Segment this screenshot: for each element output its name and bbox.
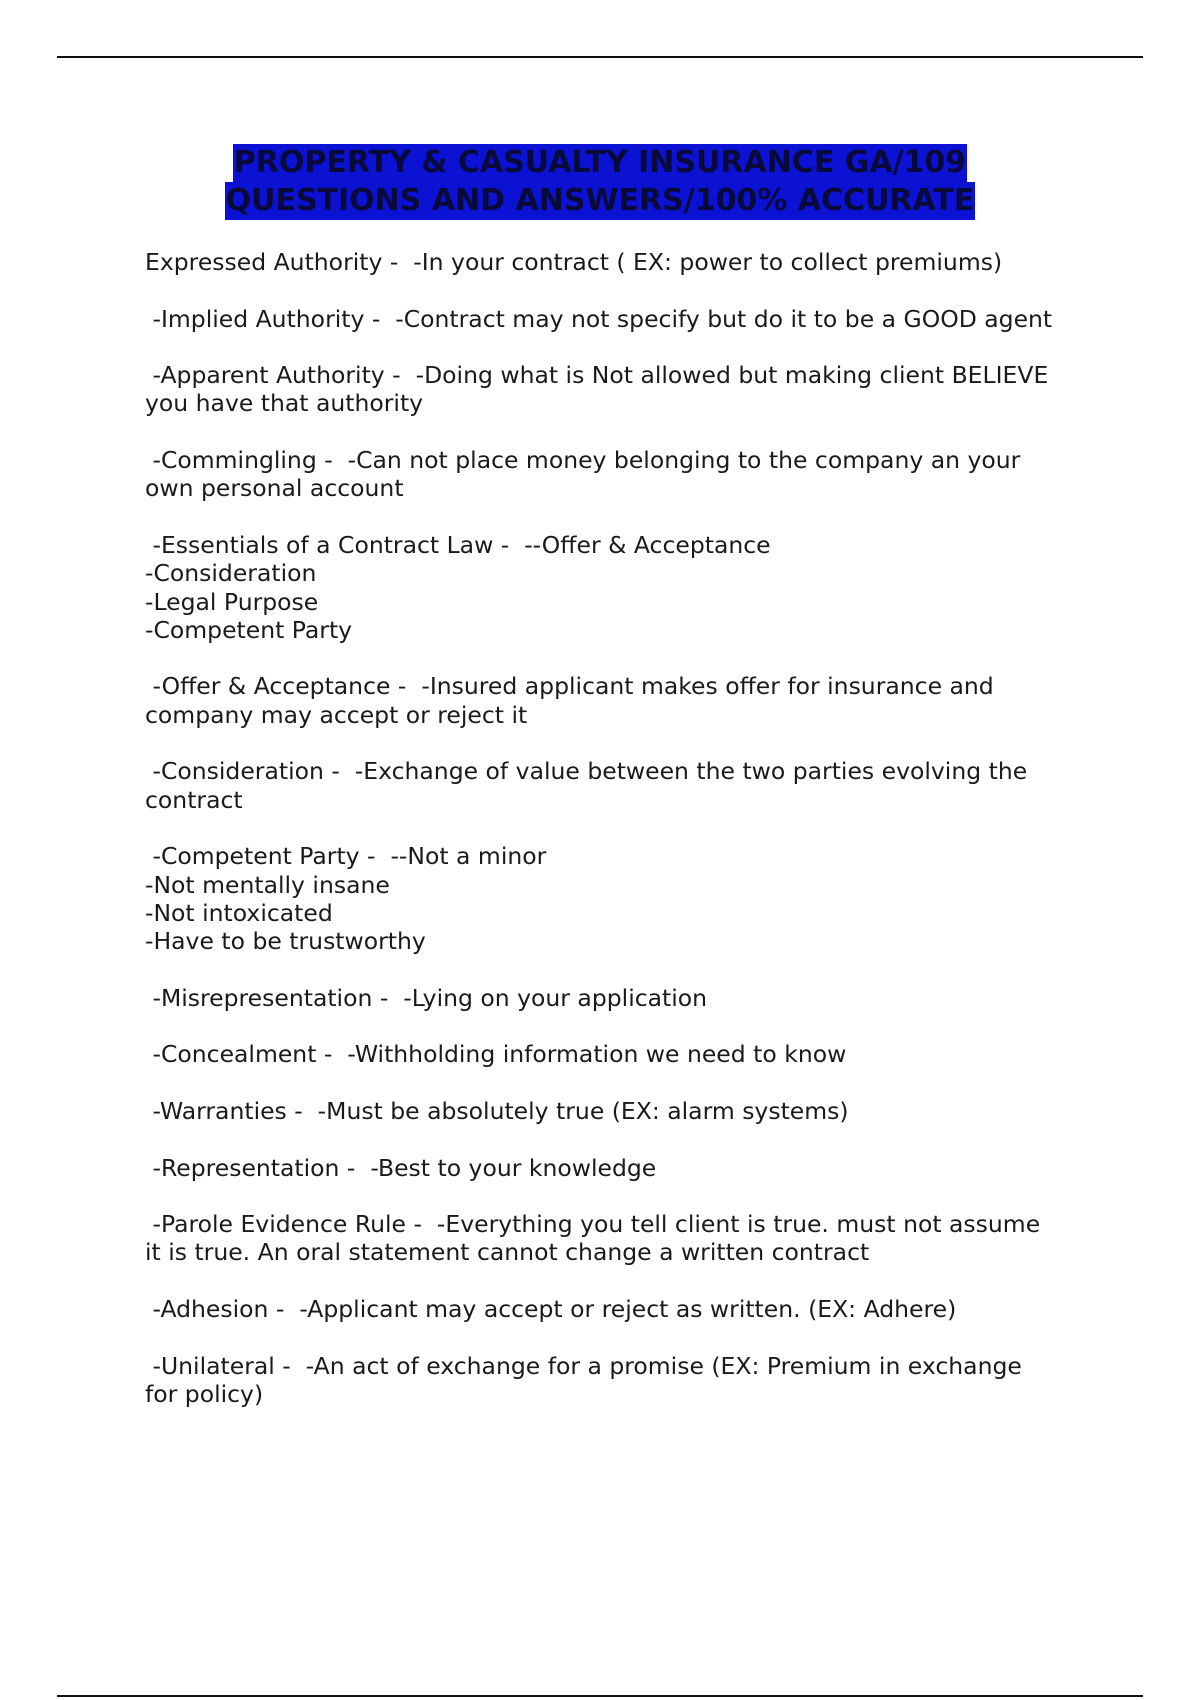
qa-item	[145, 531, 1095, 644]
qa-item	[145, 446, 1095, 503]
qa-text-line: it is true. An oral statement cannot change a written contract	[145, 1238, 870, 1267]
qa-text-line: -Essentials of a Contract Law - --Offer & Acceptance	[145, 530, 771, 559]
qa-text-line: -Commingling - -Can not place money belonging to the company an your	[145, 446, 1021, 475]
qa-text-line: -Implied Authority - -Contract may not specify but do it to be a GOOD agent	[145, 304, 1053, 333]
qa-item	[145, 1097, 1095, 1125]
qa-text-line: -Not intoxicated	[145, 898, 333, 927]
qa-text-line: -Consideration - -Exchange of value between the two parties evolving the	[145, 757, 1028, 786]
qa-item	[145, 1352, 1095, 1409]
qa-text-line: you have that authority	[145, 389, 424, 418]
qa-item	[145, 757, 1095, 814]
qa-text-line: -Legal Purpose	[145, 587, 319, 616]
title-line-2: QUESTIONS AND ANSWERS/100% ACCURATE	[225, 183, 975, 218]
qa-text-line: -Have to be trustworthy	[145, 927, 426, 956]
qa-text-line: -Warranties - -Must be absolutely true (EX: alarm systems)	[145, 1096, 849, 1125]
qa-text-line: -Misrepresentation - -Lying on your application	[145, 983, 708, 1012]
qa-item	[145, 1295, 1095, 1323]
qa-text-line: own personal account	[145, 474, 404, 503]
qa-item	[145, 1040, 1095, 1068]
qa-item	[145, 984, 1095, 1012]
qa-text-line: -Competent Party	[145, 615, 353, 644]
qa-text-line: for policy)	[145, 1379, 264, 1408]
document-title	[0, 144, 1200, 220]
qa-item	[145, 672, 1095, 729]
qa-text-line: -Parole Evidence Rule - -Everything you tell client is true. must not assume	[145, 1210, 1041, 1239]
qa-text-line: -Unilateral - -An act of exchange for a promise (EX: Premium in exchange	[145, 1351, 1022, 1380]
qa-item	[145, 361, 1095, 418]
qa-text-line: -Apparent Authority - -Doing what is Not allowed but making client BELIEVE	[145, 361, 1049, 390]
title-line-1: PROPERTY & CASUALTY INSURANCE GA/109	[233, 145, 967, 180]
qa-item	[145, 842, 1095, 955]
qa-item	[145, 305, 1095, 333]
footer-rule	[57, 1695, 1143, 1697]
qa-list	[145, 248, 1095, 1436]
qa-text-line: -Not mentally insane	[145, 870, 390, 899]
qa-text-line: contract	[145, 785, 243, 814]
header-rule	[57, 56, 1143, 58]
qa-item	[145, 1154, 1095, 1182]
qa-text-line: -Competent Party - --Not a minor	[145, 842, 547, 871]
qa-text-line: -Consideration	[145, 559, 317, 588]
qa-item	[145, 248, 1095, 276]
qa-text-line: company may accept or reject it	[145, 700, 528, 729]
qa-item	[145, 1210, 1095, 1267]
qa-text-line: Expressed Authority - -In your contract ( EX: power to collect premiums)	[145, 248, 1003, 276]
qa-text-line: -Offer & Acceptance - -Insured applicant makes offer for insurance and	[145, 672, 994, 701]
qa-text-line: -Representation - -Best to your knowledge	[145, 1153, 657, 1182]
qa-text-line: -Adhesion - -Applicant may accept or reject as written. (EX: Adhere)	[145, 1294, 957, 1323]
qa-text-line: -Concealment - -Withholding information we need to know	[145, 1040, 847, 1069]
